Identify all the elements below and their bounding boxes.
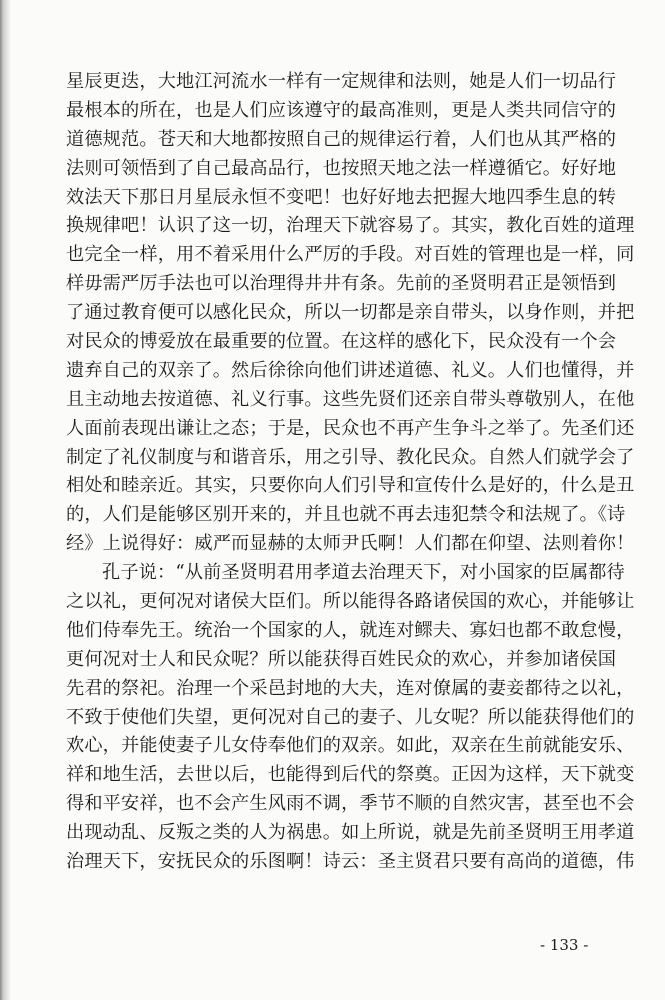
text-line: 经》上说得好：威严而显赫的太师尹氏啊！人们都在仰望、法则着你！	[66, 533, 635, 555]
text-line: 先君的祭祀。治理一个采邑封地的大夫，连对僚属的妻妾都待之以礼，	[66, 677, 635, 699]
text-line: 对民众的博爱放在最重要的位置。在这样的感化下，民众没有一个会	[66, 331, 617, 353]
text-line: 他们侍奉先王。统治一个国家的人，就连对鳏夫、寡妇也都不敢怠慢，	[66, 619, 635, 641]
text-line: 星辰更迭，大地江河流水一样有一定规律和法则，她是人们一切品行	[66, 71, 617, 92]
text-line: 得和平安祥，也不会产生风雨不调，季节不顺的自然灾害，甚至也不会	[66, 793, 635, 815]
text-line: 治理天下，安抚民众的乐图啊！诗云：圣主贤君只要有高尚的道德，伟	[66, 851, 635, 873]
text-line: 之以礼，更何况对诸侯大臣们。所以能得各路诸侯国的欢心，并能够让	[66, 591, 635, 613]
body-text	[66, 68, 635, 877]
text-line: 制定了礼仪制度与和谐音乐，用之引导、教化民众。自然人们就学会了	[66, 446, 635, 468]
text-line: 更何况对士人和民众呢？所以能获得百姓民众的欢心，并参加诸侯国	[66, 648, 617, 670]
paragraph-start-line: 孔子说：“从前圣贤明君用孝道去治理天下，对小国家的臣属都待	[102, 562, 625, 584]
text-line: 道德规范。苍天和大地都按照自己的规律运行着，人们也从其严格的	[66, 128, 617, 150]
text-line: 样毋需严厉手法也可以治理得井井有条。先前的圣贤明君正是领悟到	[66, 273, 617, 295]
text-line: 且主动地去按道德、礼义行事。这些先贤们还亲自带头尊敬别人，在他	[66, 388, 635, 410]
text-line: 相处和睦亲近。其实，只要你向人们引导和宣传什么是好的，什么是丑	[66, 475, 635, 497]
text-line: 出现动乱、反叛之类的人为祸患。如上所说，就是先前圣贤明王用孝道	[66, 822, 635, 844]
text-line: 法则可领悟到了自己最高品行，也按照天地之法一样遵循它。好好地	[66, 157, 617, 179]
binding-shadow	[0, 0, 10, 1000]
text-line: 最根本的所在，也是人们应该遵守的最高准则，更是人类共同信守的	[66, 99, 617, 121]
page-number: - 133 -	[540, 936, 589, 954]
text-line: 的，人们是能够区别开来的，并且也就不再去违犯禁令和法规了。《诗	[66, 504, 626, 526]
text-line: 换规律吧！认识了这一切，治理天下就容易了。其实，教化百姓的道理	[66, 215, 635, 237]
text-line: 欢心，并能使妻子儿女侍奉他们的双亲。如此，双亲在生前就能安乐、	[66, 735, 635, 757]
text-line: 遗弃自己的双亲了。然后徐徐向他们讲述道德、礼义。人们也懂得，并	[66, 359, 635, 381]
text-line: 了通过教育便可以感化民众，所以一切都是亲自带头，以身作则，并把	[66, 302, 635, 324]
text-line: 也完全一样，用不着采用什么严厉的手段。对百姓的管理也是一样，同	[66, 244, 635, 266]
text-line: 效法天下那日月星辰永恒不变吧！也好好地去把握大地四季生息的转	[66, 186, 617, 208]
text-line: 祥和地生活，去世以后，也能得到后代的祭奠。正因为这样，天下就变	[66, 764, 635, 786]
text-line: 人面前表现出谦让之态；于是，民众也不再产生争斗之举了。先圣们还	[66, 417, 635, 439]
text-line: 不致于使他们失望，更何况对自己的妻子、儿女呢？所以能获得他们的	[66, 706, 635, 728]
